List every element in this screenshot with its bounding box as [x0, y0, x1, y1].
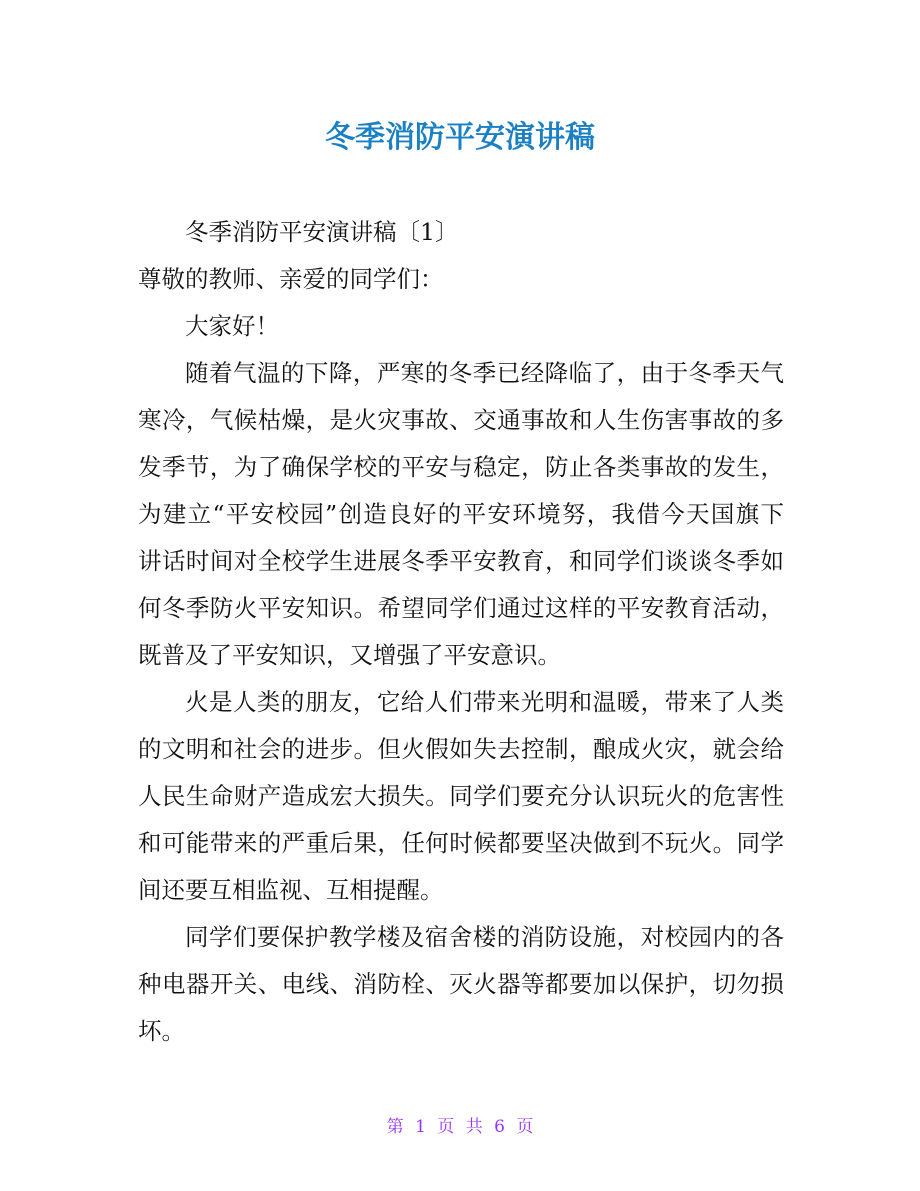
document-body: [138, 209, 784, 1055]
text-line: 尊敬的教师、亲爱的同学们：: [138, 265, 444, 293]
paragraph: [138, 209, 784, 256]
paragraph: [138, 256, 784, 303]
text-line: 种电器开关、电线、消防栓、灭火器等都要加以保护，切勿损: [138, 970, 784, 998]
text-line: 为建立“平安校园”创造良好的平安环境努，我借今天国旗下: [138, 500, 784, 528]
text-line: 随着气温的下降，严寒的冬季已经降临了，由于冬季天气: [185, 359, 784, 387]
text-line: 和可能带来的严重后果，任何时候都要坚决做到不玩火。同学: [138, 829, 784, 857]
text-line: 冬季消防平安演讲稿〔1〕: [185, 218, 459, 246]
text-line: 发季节，为了确保学校的平安与稳定，防止各类事故的发生，: [138, 453, 784, 481]
text-line: 同学们要保护教学楼及宿舍楼的消防设施，对校园内的各: [185, 923, 784, 951]
text-line: 坏。: [138, 1017, 185, 1045]
document-title: 冬季消防平安演讲稿: [325, 120, 595, 155]
text-line: 讲话时间对全校学生进展冬季平安教育，和同学们谈谈冬季如: [138, 547, 784, 575]
text-line: 的文明和社会的进步。但火假如失去控制，酿成火灾，就会给: [138, 735, 784, 763]
text-line: 人民生命财产造成宏大损失。同学们要充分认识玩火的危害性: [138, 782, 784, 810]
paragraph: [138, 350, 784, 679]
text-line: 既普及了平安知识，又增强了平安意识。: [138, 641, 561, 669]
text-line: 间还要互相监视、互相提醒。: [138, 876, 444, 904]
text-line: 何冬季防火平安知识。希望同学们通过这样的平安教育活动，: [138, 594, 784, 622]
paragraph: [138, 679, 784, 914]
page-number: 第 1 页 共 6 页: [386, 1117, 534, 1137]
paragraph: [138, 303, 784, 350]
paragraph: [138, 914, 784, 1055]
text-line: 大家好！: [185, 312, 279, 340]
text-line: 火是人类的朋友，它给人们带来光明和温暖，带来了人类: [185, 688, 784, 716]
text-line: 寒冷，气候枯燥，是火灾事故、交通事故和人生伤害事故的多: [138, 406, 784, 434]
